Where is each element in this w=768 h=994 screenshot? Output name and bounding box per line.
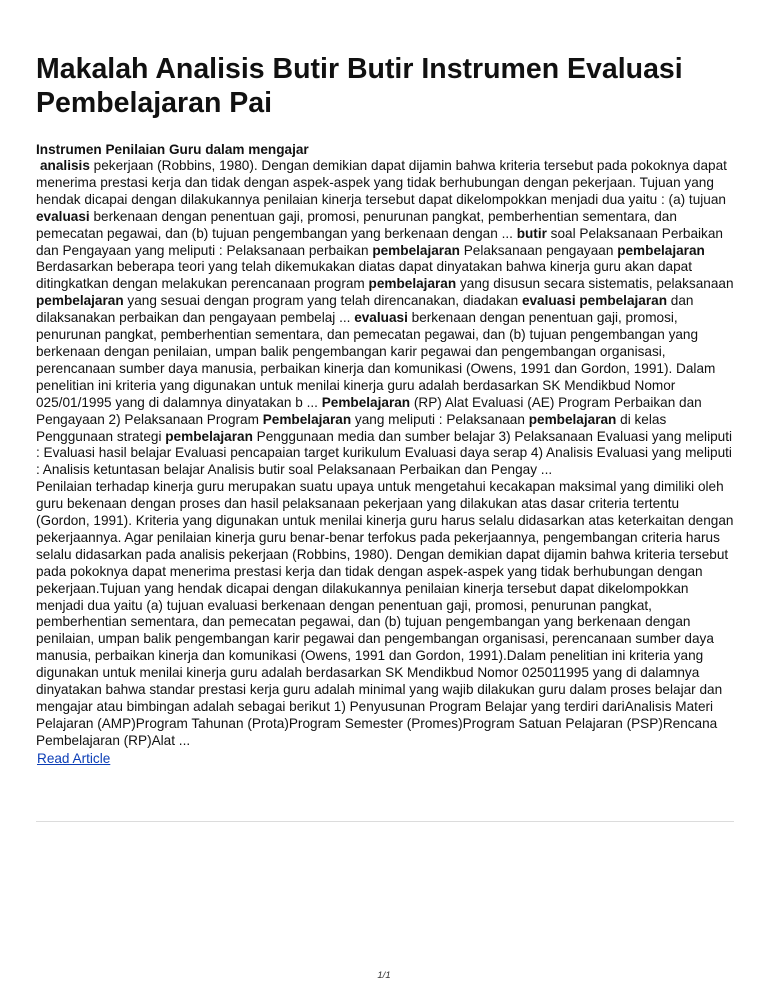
snippet-keyword: pembelajaran (36, 293, 124, 309)
snippet-keyword: evaluasi (36, 208, 90, 224)
snippet-keyword: pembelajaran (372, 242, 460, 258)
snippet-keyword: Pembelajaran (262, 411, 352, 427)
snippet-text: yang disusun secara sistematis, pelaksanaan (456, 276, 734, 292)
snippet-text: Penggunaan media dan sumber belajar 3) Pelaksanaan Evaluasi yang meliputi : Evaluasi hasil belajar Evaluasi pencapaian target kurikulum Evaluasi daya serap 4) Analisis Evaluasi yang meliputi : Analisis ketuntasan belajar Analisis butir soal Pelaksanaan Perbaikan dan Pengay ... (36, 428, 733, 478)
snippet-text: yang sesuai dengan program yang telah direncanakan, diadakan (123, 293, 522, 309)
snippet-keyword: pembelajaran (165, 428, 253, 444)
document-page (36, 52, 736, 768)
snippet-text: soal Pelaksanaan Perbaikan dan Pengayaan yang meliputi : Pelaksanaan perbaikan (36, 225, 723, 258)
snippet-text: berkenaan dengan penentuan gaji, promosi, penurunan pangkat, pemberhentian sementara, dan pemecatan pegawai, dan (b) tujuan pengembangan yang berkenaan dengan ... (36, 208, 677, 241)
snippet-keyword: evaluasi pembelajaran (521, 293, 668, 309)
article-body: Penilaian terhadap kinerja guru merupakan suatu upaya untuk mengetahui kecakapan maksimal yang dimiliki oleh guru bekenaan dengan proses dan hasil pelaksanaan pekerjaan yang dilakukan atas dasar criteria tertentu (Gordon, 1991). Kriteria yang digunakan untuk menilai kinerja guru harus selalu didasarkan atas keterkaitan dengan pekerjaannya. Agar penilaian kinerja guru benar-benar terfokus pada pekerjaannya, pengembangan criteria harus selalu didasarkan pada analisis pekerjaan (Robbins, 1980). Dengan demikian dapat dijamin bahwa kriteria tersebut pada pokoknya dapat menerima prestasi kerja dan tidak dengan aspek-aspek yang tidak berhubungan dengan pekerjaan.Tujuan yang hendak dicapai dengan dilakukannya penilaian kinerja tersebut dapat dikelompokkan menjadi dua yaitu (a) tujuan evaluasi berkenaan dengan penentuan gaji, promosi, penurunan pangkat, pemberhentian sementara, dan pemecatan pegawai, dan (b) tujuan pengembangan yang berkenaan dengan penilaian, umpan balik pengembangan karir pegawai dan pengembangan organisasi, perencanaan sumber daya manusia, perbaikan kinerja dan komunikasi (Owens, 1991 dan Gordon, 1991).Dalam penelitian ini kriteria yang digunakan untuk menilai kinerja guru adalah berdasarkan SK Mendikbud Nomor 025011995 yang di dalamnya dinyatakan bahwa standar prestasi kerja guru adalah minimal yang wajib dilakukan guru dalam proses belajar dan mengajar atau bimbingan adalah sebagai berikut 1) Penyusunan Program Belajar yang terdiri dariAnalisis Materi Pelajaran (AMP)Program Tahunan (Prota)Program Semester (Promes)Program Satuan Pelajaran (PSP)Rencana Pembelajaran (RP)Alat ... (36, 479, 734, 748)
page-number: 1/1 (377, 970, 391, 981)
divider (36, 821, 734, 822)
snippet-keyword: analisis (40, 158, 90, 173)
snippet-text: Berdasarkan beberapa teori yang telah dikemukakan diatas dapat dinyatakan bahwa kinerja guru akan dapat ditingkatkan dengan melakukan perencanaan program (36, 259, 692, 292)
snippet-keyword: Pembelajaran (321, 394, 411, 410)
read-article-link[interactable]: Read Article (37, 750, 111, 766)
snippet-keyword: pembelajaran (528, 411, 617, 427)
snippet-text: (RP) Alat Evaluasi (AE) Program Perbaikan dan Pengayaan 2) Pelaksanaan Program (36, 394, 702, 427)
snippet-keyword: evaluasi (354, 310, 408, 326)
snippet-text: berkenaan dengan penentuan gaji, promosi, penurunan pangkat, pemberhentian sementara, dan pemecatan pegawai, dan (b) tujuan pengembangan yang berkenaan dengan penilaian, umpan balik pengembangan karir pegawai dan pengembangan organisasi, perencanaan sumber daya manusia, perbaikan kinerja dan komunikasi (Owens, 1991 dan Gordon, 1991). Dalam penelitian ini kriteria yang digunakan untuk menilai kinerja guru adalah berdasarkan SK Mendikbud Nomor 025/01/1995 yang di dalamnya dinyatakan b ... (36, 310, 716, 410)
snippet-text: di kelas Penggunaan strategi (36, 411, 667, 444)
snippet-keyword: pembelajaran (368, 276, 457, 292)
section-heading: Instrumen Penilaian Guru dalam mengajar (36, 142, 309, 157)
snippet-text: pekerjaan (Robbins, 1980). Dengan demikian dapat dijamin bahwa kriteria tersebut pada pokoknya dapat menerima prestasi kerja dan tidak dengan aspek-aspek yang tidak berhubungan dengan pekerjaan. Tujuan yang hendak dicapai dengan dilakukannya penilaian kinerja tersebut dapat dikelompokkan menjadi dua yaitu : (a) tujuan (36, 158, 727, 207)
search-snippet (36, 158, 736, 479)
snippet-keyword: butir (516, 225, 547, 241)
snippet-keyword: pembelajaran (617, 242, 705, 258)
snippet-text: yang meliputi : Pelaksanaan (351, 411, 529, 427)
snippet-text: Pelaksanaan pengayaan (459, 242, 618, 258)
snippet-text: dan dilaksanakan perbaikan dan pengayaan pembelaj ... (36, 293, 694, 326)
page-title: Makalah Analisis Butir Butir Instrumen Evaluasi Pembelajaran Pai (36, 53, 683, 119)
